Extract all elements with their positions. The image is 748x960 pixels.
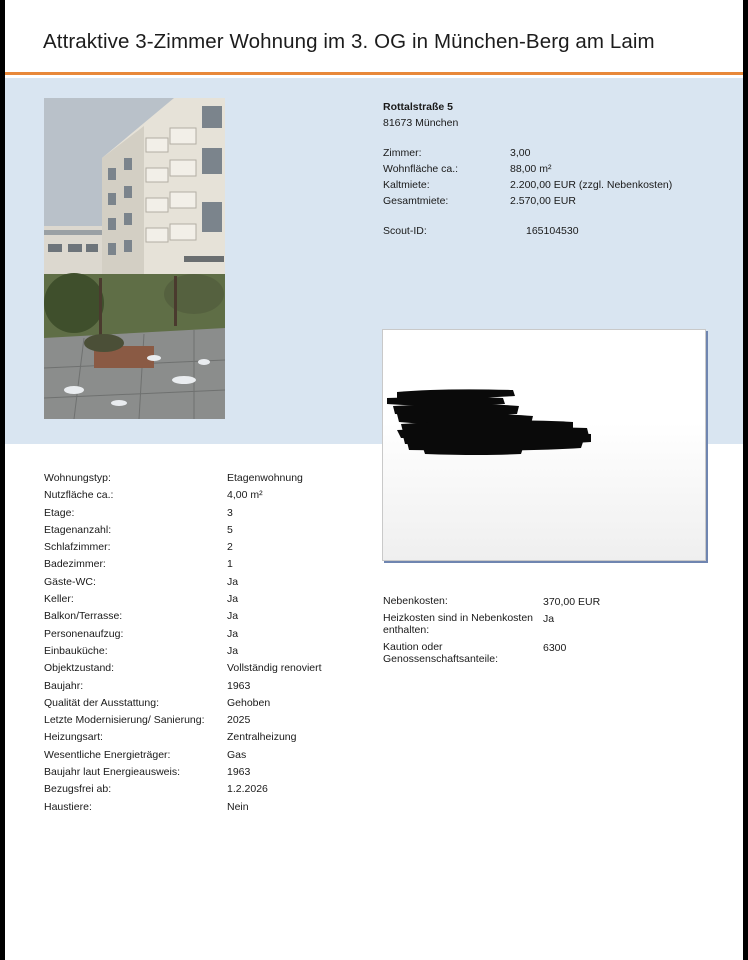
detail-row: Balkon/Terrasse: Ja bbox=[44, 610, 239, 623]
expose-page: Attraktive 3-Zimmer Wohnung im 3. OG in München-Berg am Laim Rottalstraße 5 81673 München Zimmer: 3,00 Wohnfläche ca.: 88,00 m² Kaltmiete: 2.200,00 EUR (zzgl. Nebenkosten) Gesamtmiete: 2.570,00 EUR Scout-ID: 165104530 Wohnungstyp: Etagenwohnung Nutzfläche ca.: 4,00 m² Etage: 3 Etagenanzahl: 5 Schlafzimmer: 2 Badezimmer: 1 Gäste-WC: Ja Keller: Ja Balkon/Terrasse: Ja Personenaufzug: Ja Einbauküche: Ja Objektzustand: Vollständig renoviert Baujahr: 1963 Qualität der Ausstattung: Gehoben Letzte Modernisierung/ Sanierung: 2025 Heizungsart: Zentralheizung Wesentliche Energieträger: Gas Baujahr laut Energieausweis: 1963 Bezugsfrei ab: 1.2.2026 Haustiere: Nein Nebenkosten: 370,00 EUR Heizkosten sind in Nebenkosten enthalten: Ja Kaution oder Genossenschaftsanteile: 6300 bbox=[5, 0, 743, 960]
building-photo bbox=[44, 98, 225, 419]
detail-row: Wohnungstyp: Etagenwohnung bbox=[44, 472, 303, 484]
detail-row: Qualität der Ausstattung: Gehoben bbox=[44, 696, 271, 709]
detail-row: Keller: Ja bbox=[44, 593, 239, 606]
address-city: 81673 München bbox=[383, 117, 459, 129]
detail-row: Baujahr laut Energieausweis: 1963 bbox=[44, 766, 251, 779]
cost-row-heating-included: Heizkosten sind in Nebenkosten enthalten: Ja bbox=[383, 612, 555, 636]
detail-row: Schlafzimmer: 2 bbox=[44, 541, 233, 554]
address-street: Rottalstraße 5 bbox=[383, 101, 454, 113]
detail-row: Baujahr: 1963 bbox=[44, 679, 251, 692]
details-table bbox=[44, 472, 322, 818]
detail-row: Etagenanzahl: 5 bbox=[44, 523, 233, 536]
detail-row: Objektzustand: Vollständig renoviert bbox=[44, 662, 322, 675]
address-block bbox=[383, 99, 458, 131]
detail-row: Gäste-WC: Ja bbox=[44, 575, 239, 588]
detail-row: Wesentliche Energieträger: Gas bbox=[44, 748, 247, 761]
detail-row: Einbauküche: Ja bbox=[44, 644, 239, 657]
detail-row: Personenaufzug: Ja bbox=[44, 627, 239, 640]
cost-row-additional: Nebenkosten: 370,00 EUR bbox=[383, 595, 601, 608]
detail-row: Heizungsart: Zentralheizung bbox=[44, 731, 297, 744]
costs-table bbox=[383, 595, 601, 671]
detail-row: Letzte Modernisierung/ Sanierung: 2025 bbox=[44, 714, 251, 727]
scout-id-row bbox=[383, 225, 579, 237]
scout-id-value: 165104530 bbox=[526, 225, 579, 237]
redaction-scribble bbox=[383, 330, 707, 562]
detail-row: Nutzfläche ca.: 4,00 m² bbox=[44, 489, 263, 502]
contact-logo-box bbox=[382, 329, 706, 561]
detail-row: Haustiere: Nein bbox=[44, 800, 249, 813]
detail-row: Badezimmer: 1 bbox=[44, 558, 233, 571]
detail-row: Etage: 3 bbox=[44, 506, 233, 519]
cost-row-deposit: Kaution oder Genossenschaftsanteile: 6300 bbox=[383, 641, 567, 665]
detail-row: Bezugsfrei ab: 1.2.2026 bbox=[44, 783, 268, 796]
title-underline bbox=[5, 72, 743, 75]
scout-id-label: Scout-ID: bbox=[383, 225, 427, 237]
page-title: Attraktive 3-Zimmer Wohnung im 3. OG in München-Berg am Laim bbox=[43, 30, 655, 53]
